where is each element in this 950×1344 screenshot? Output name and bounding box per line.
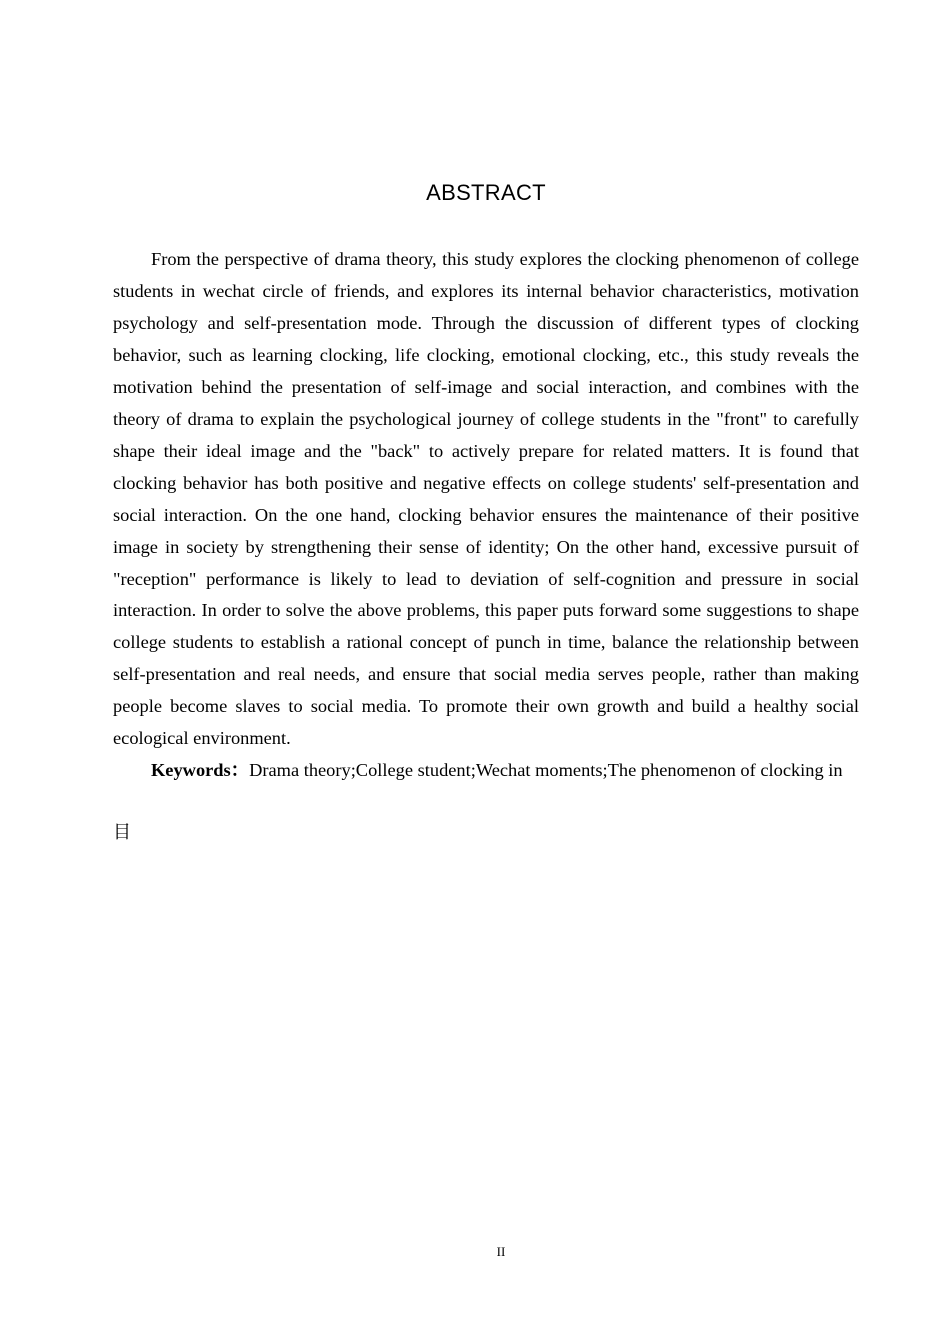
page-number: II	[496, 1244, 506, 1259]
abstract-title: ABSTRACT	[426, 180, 546, 205]
keywords-paragraph	[113, 755, 859, 787]
abstract-paragraph: From the perspective of drama theory, this study explores the clocking phenomenon of college students in wechat circle of friends, and explores its internal behavior characteristics, motivation psychology and self-presentation mode. Through the discussion of different types of clocking behavior, such as learning clocking, life clocking, emotional clocking, etc., this study reveals the motivation behind the presentation of self-image and social interaction, and combines with the theory of drama to explain the psychological journey of college students in the "front" to carefully shape their ideal image and the "back" to actively prepare for related matters. It is found that clocking behavior has both positive and negative effects on college students' self-presentation and social interaction. On the one hand, clocking behavior ensures the maintenance of their positive image in society by strengthening their sense of identity; On the other hand, excessive pursuit of "reception" performance is likely to lead to deviation of self-cognition and pressure in social interaction. In order to solve the above problems, this paper puts forward some suggestions to shape college students to establish a rational concept of punch in time, balance the relationship between self-presentation and real needs, and ensure that social media serves people, rather than making people become slaves to social media. To promote their own growth and build a healthy social ecological environment.	[113, 249, 859, 749]
keywords-label: Keywords：	[151, 760, 250, 781]
keywords-text: Drama theory;College student;Wechat moments;The phenomenon of clocking in	[249, 760, 843, 781]
abstract-body	[113, 244, 859, 787]
stray-character: 目	[113, 822, 131, 843]
